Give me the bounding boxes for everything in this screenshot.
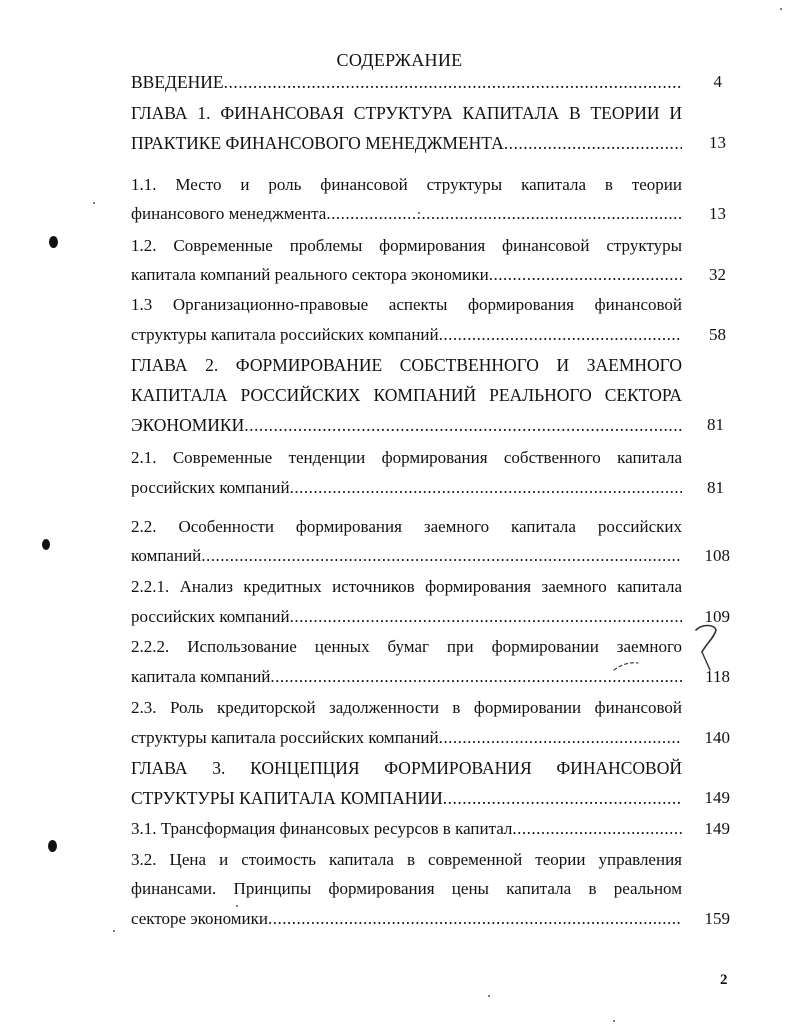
toc-entry-2-line-0: 1.1. Место и роль финансовой структуры капитала в теории — [131, 175, 682, 194]
handwritten-mark — [692, 622, 722, 677]
toc-entry-5-line-2: ЭКОНОМИКИ ..... — [131, 415, 682, 435]
toc-entry-13-page: 159 — [704, 909, 730, 928]
toc-entry-5-line-1: КАПИТАЛА РОССИЙСКИХ КОМПАНИЙ РЕАЛЬНОГО СЕКТОРА — [131, 385, 682, 405]
binder-hole-mark — [49, 236, 58, 248]
toc-entry-2-page: 13 — [709, 204, 726, 223]
scan-speck — [236, 905, 238, 907]
scan-speck — [780, 8, 782, 10]
toc-entry-3-line-0: 1.2. Современные проблемы формирования финансовой структуры — [131, 236, 682, 255]
toc-entry-4-page: 58 — [709, 325, 726, 344]
scan-speck — [613, 1020, 615, 1022]
pencil-stroke — [612, 656, 672, 676]
toc-entry-11-line-1: СТРУКТУРЫ КАПИТАЛА КОМПАНИИ ..... — [131, 788, 682, 808]
toc-entry-0-line-0: ВВЕДЕНИЕ ..... — [131, 72, 682, 92]
toc-entry-8-page: 109 — [704, 607, 730, 626]
scan-speck — [113, 930, 115, 932]
toc-entry-13-line-2: секторе экономики ..... — [131, 909, 682, 929]
binder-hole-mark — [48, 840, 57, 852]
toc-entry-1-line-1: ПРАКТИКЕ ФИНАНСОВОГО МЕНЕДЖМЕНТА ..... — [131, 133, 682, 153]
toc-entry-13-line-0: 3.2. Цена и стоимость капитала в современной теории управления — [131, 850, 682, 869]
toc-entry-10-line-1: структуры капитала российских компаний ..... — [131, 728, 682, 748]
toc-title: СОДЕРЖАНИЕ — [336, 50, 463, 70]
page-number: 2 — [720, 972, 728, 988]
toc-entry-7-line-1: компаний ..... — [131, 546, 682, 566]
toc-entry-1-line-0: ГЛАВА 1. ФИНАНСОВАЯ СТРУКТУРА КАПИТАЛА В ТЕОРИИ И — [131, 103, 682, 123]
toc-entry-3-page: 32 — [709, 265, 726, 284]
toc-entry-8-line-0: 2.2.1. Анализ кредитных источников формирования заемного капитала — [131, 577, 682, 596]
toc-entry-2-line-1: финансового менеджмента ..... — [131, 204, 682, 224]
toc-entry-12-line-0: 3.1. Трансформация финансовых ресурсов в капитал ..... — [131, 819, 682, 839]
toc-entry-7-line-0: 2.2. Особенности формирования заемного капитала российских — [131, 517, 682, 536]
scan-speck — [488, 995, 490, 997]
toc-entry-10-page: 140 — [704, 728, 730, 747]
scan-speck — [93, 202, 95, 204]
toc-entry-9-line-0: 2.2.2. Использование ценных бумаг при формировании заемного — [131, 637, 682, 656]
scan-speck — [418, 212, 420, 214]
toc-entry-8-line-1: российских компаний ..... — [131, 607, 682, 627]
toc-entry-6-line-1: российских компаний ..... — [131, 478, 682, 498]
toc-entry-12-page: 149 — [704, 819, 730, 838]
binder-hole-mark — [42, 539, 50, 550]
toc-entry-11-page: 149 — [704, 788, 730, 807]
toc-entry-4-line-1: структуры капитала российских компаний ..... — [131, 325, 682, 345]
toc-entry-5-line-0: ГЛАВА 2. ФОРМИРОВАНИЕ СОБСТВЕННОГО И ЗАЕМНОГО — [131, 355, 682, 375]
toc-entry-13-line-1: финансами. Принципы формирования цены капитала в реальном — [131, 879, 682, 898]
toc-entry-4-line-0: 1.3 Организационно-правовые аспекты формирования финансовой — [131, 295, 682, 314]
toc-entry-6-line-0: 2.1. Современные тенденции формирования собственного капитала — [131, 448, 682, 467]
toc-entry-9-page: 118 — [705, 667, 730, 686]
toc-entry-5-page: 81 — [707, 415, 724, 434]
toc-entry-10-line-0: 2.3. Роль кредиторской задолженности в формировании финансовой — [131, 698, 682, 717]
toc-entry-6-page: 81 — [707, 478, 724, 497]
toc-entry-7-page: 108 — [704, 546, 730, 565]
toc-entry-11-line-0: ГЛАВА 3. КОНЦЕПЦИЯ ФОРМИРОВАНИЯ ФИНАНСОВОЙ — [131, 758, 682, 778]
toc-entry-1-page: 13 — [709, 133, 726, 152]
toc-entry-9-line-1: капитала компаний ..... — [131, 667, 682, 687]
toc-entry-3-line-1: капитала компаний реального сектора экономики ..... — [131, 265, 682, 285]
toc-entry-0-page: 4 — [713, 72, 722, 91]
